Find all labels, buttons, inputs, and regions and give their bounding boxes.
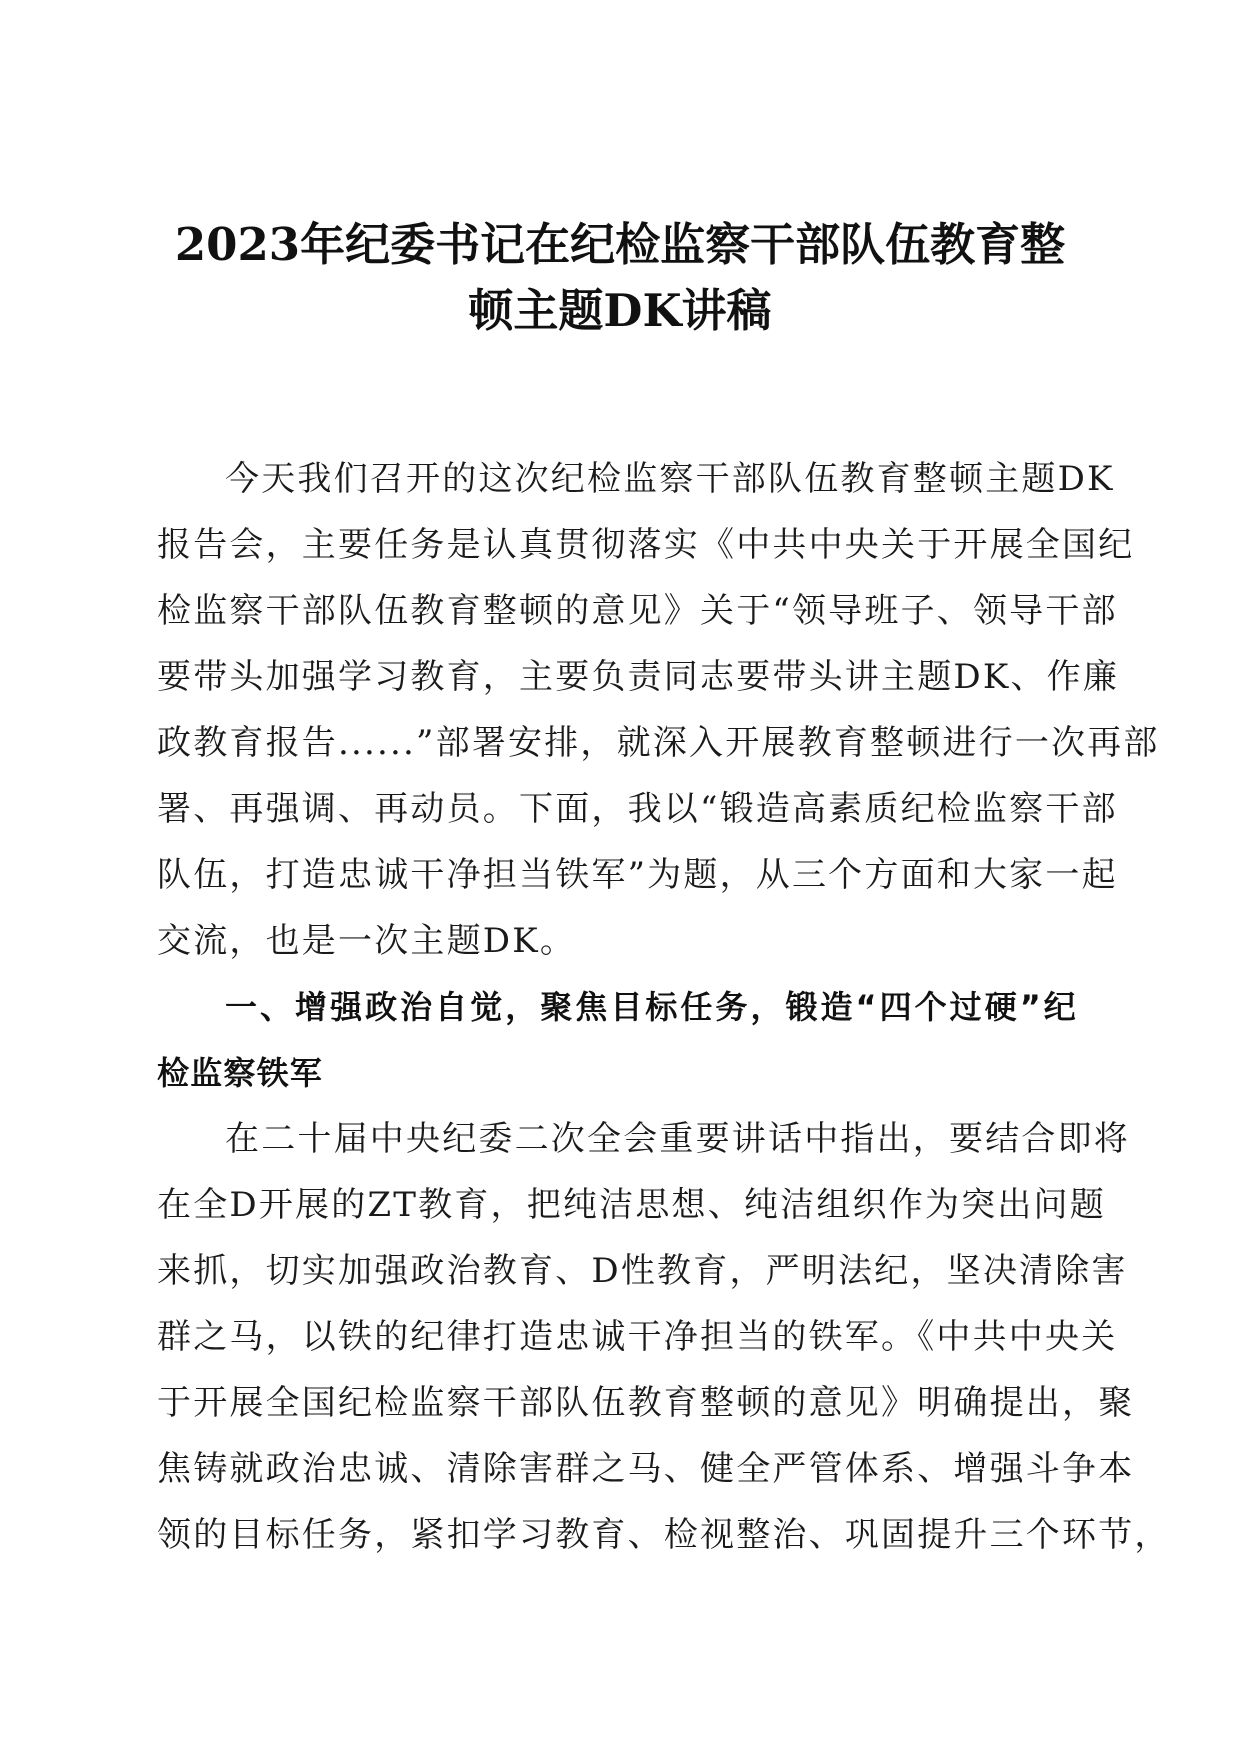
title-line: 顿主题DK讲稿 [468,284,772,337]
text-line: 在全D开展的ZT教育，把纯洁思想、纯洁组织作为突出问题 [157,1185,1106,1225]
text-line: 政教育报告......”部署安排，就深入开展教育整顿进行一次再部 [157,723,1160,763]
text-line: 今天我们召开的这次纪检监察干部队伍教育整顿主题DK [225,459,1115,499]
text-line: 群之马，以铁的纪律打造忠诚干净担当的铁军。《中共中央关 [157,1317,1118,1357]
text-line: 来抓，切实加强政治教育、D性教育，严明法纪，坚决清除害 [157,1251,1128,1291]
text-line: 领的目标任务，紧扣学习教育、检视整治、巩固提升三个环节， [157,1515,1171,1555]
paragraph-section-1 [157,1106,1171,1568]
heading-line: 一、增强政治自觉，聚焦目标任务，锻造“四个过硬”纪 [225,988,1077,1026]
text-line: 检监察干部队伍教育整顿的意见》关于“领导班子、领导干部 [157,591,1118,631]
section-heading-1 [157,974,1077,1106]
text-line: 署、再强调、再动员。下面，我以“锻造高素质纪检监察干部 [157,789,1118,829]
text-line: 队伍，打造忠诚干净担当铁军”为题，从三个方面和大家一起 [157,855,1118,895]
heading-line: 检监察铁军 [157,1054,324,1092]
text-line: 于开展全国纪检监察干部队伍教育整顿的意见》明确提出，聚 [157,1383,1135,1423]
document-title [150,212,1090,344]
title-line: 2023年纪委书记在纪检监察干部队伍教育整 [174,218,1066,271]
text-line: 报告会，主要任务是认真贯彻落实《中共中央关于开展全国纪 [157,525,1135,565]
text-line: 要带头加强学习教育，主要负责同志要带头讲主题DK、作廉 [157,657,1120,697]
text-line: 交流，也是一次主题DK。 [157,921,577,961]
paragraph-intro [157,446,1160,974]
document-body [157,446,1171,1568]
text-line: 焦铸就政治忠诚、清除害群之马、健全严管体系、增强斗争本 [157,1449,1135,1489]
text-line: 在二十届中央纪委二次全会重要讲话中指出，要结合即将 [225,1119,1130,1159]
